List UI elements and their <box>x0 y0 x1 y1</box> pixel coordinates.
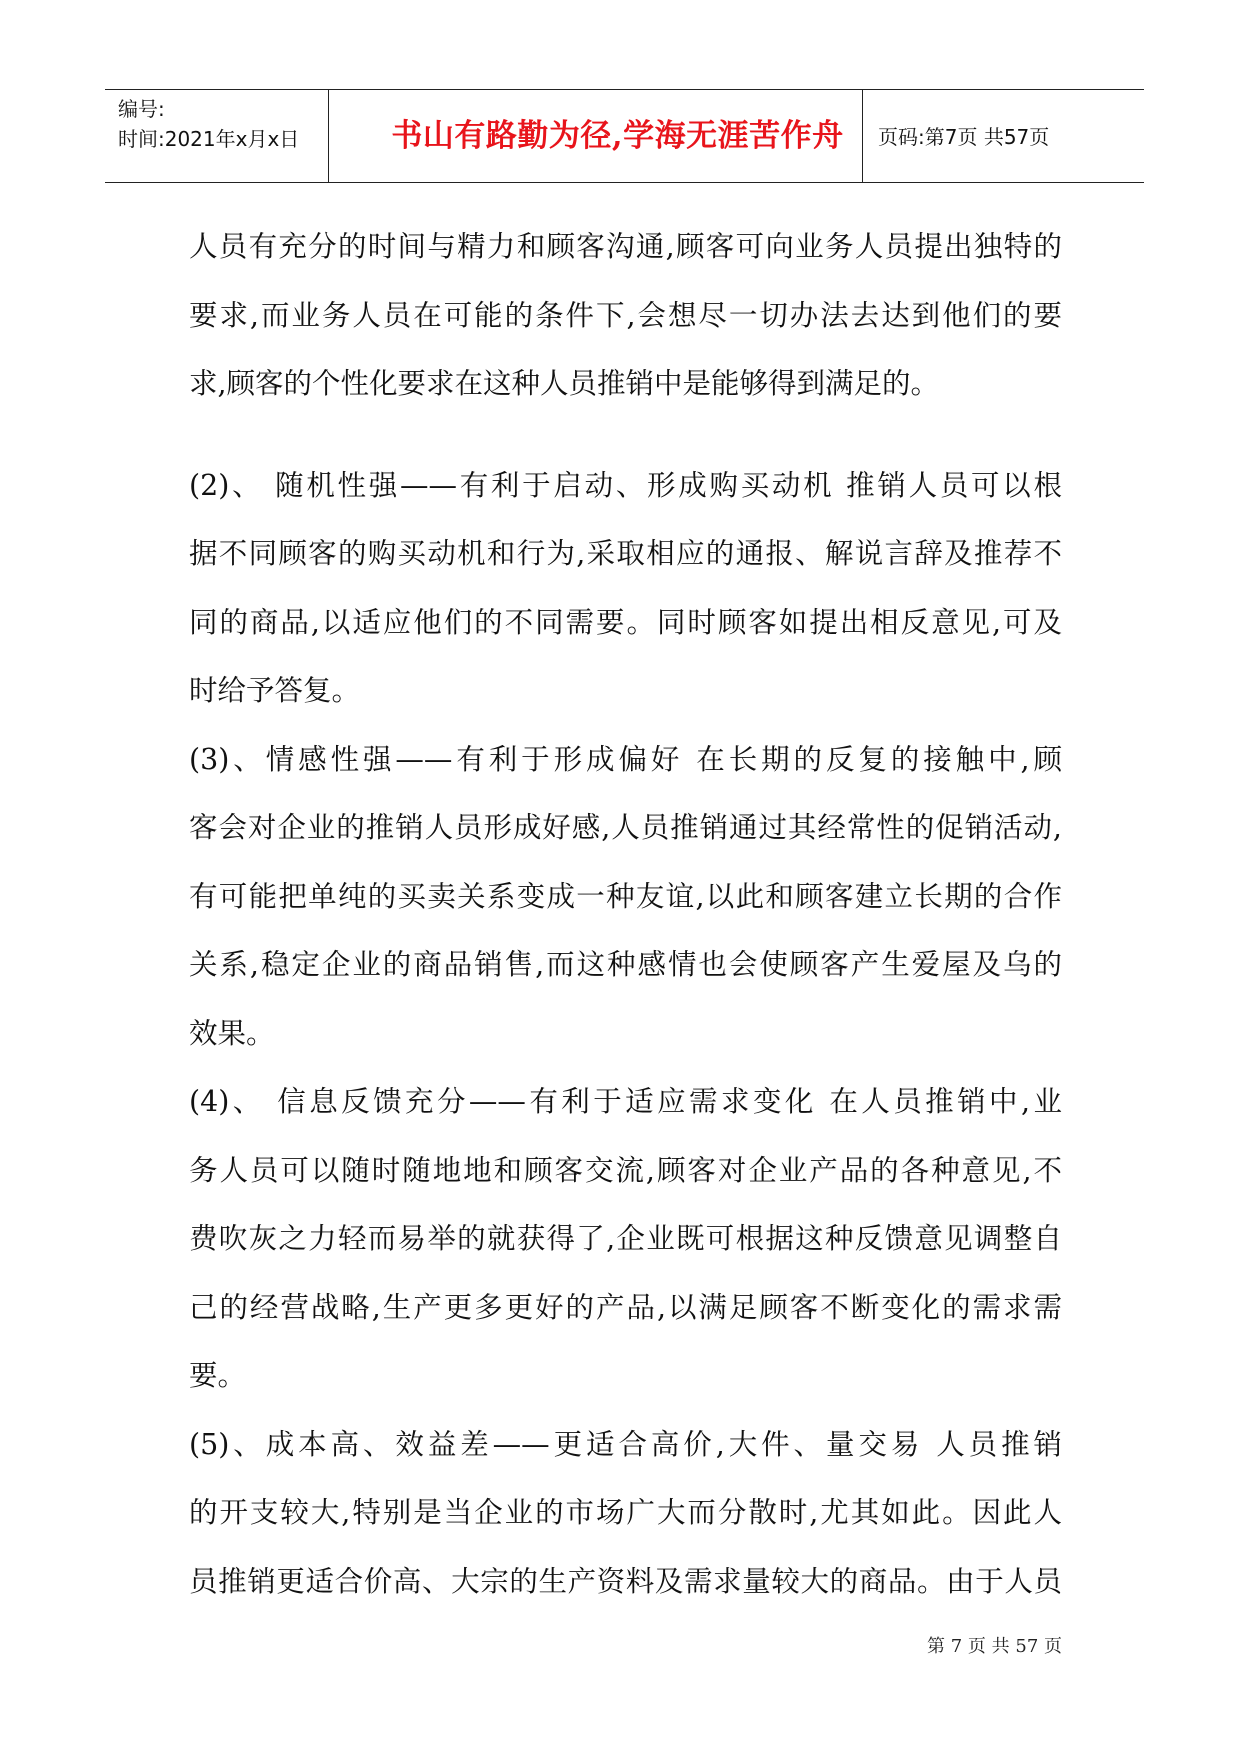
paragraph-2 <box>189 452 1062 726</box>
text-line: 要。 <box>189 1359 247 1392</box>
text-line: (4)、 信息反馈充分——有利于适应需求变化 在人员推销中,业 <box>189 1085 1062 1118</box>
text-line: 人员有充分的时间与精力和顾客沟通,顾客可向业务人员提出独特的 <box>189 230 1062 263</box>
text-line: 的开支较大,特别是当企业的市场广大而分散时,尤其如此。因此人 <box>189 1496 1062 1529</box>
text-line: 员推销更适合价高、大宗的生产资料及需求量较大的商品。由于人员 <box>189 1564 1062 1598</box>
text-line: 据不同顾客的购买动机和行为,采取相应的通报、解说言辞及推荐不 <box>189 537 1062 570</box>
paragraph-gap <box>189 419 1062 452</box>
text-line: (2)、 随机性强——有利于启动、形成购买动机 推销人员可以根 <box>189 468 1062 502</box>
text-line: 效果。 <box>189 1016 275 1050</box>
document-header <box>105 89 1144 183</box>
text-line: (5)、成本高、效益差——更适合高价,大件、量交易 人员推销 <box>189 1427 1062 1461</box>
text-line: (3)、情感性强——有利于形成偏好 在长期的反复的接触中,顾 <box>189 742 1062 776</box>
text-line: 关系,稳定企业的商品销售,而这种感情也会使顾客产生爱屋及乌的 <box>189 948 1062 981</box>
text-line: 费吹灰之力轻而易举的就获得了,企业既可根据这种反馈意见调整自 <box>189 1222 1062 1255</box>
text-line: 同的商品,以适应他们的不同需要。同时顾客如提出相反意见,可及 <box>189 605 1062 639</box>
header-meta <box>118 94 299 154</box>
paragraph-5 <box>189 1411 1062 1617</box>
text-line: 务人员可以随时随地地和顾客交流,顾客对企业产品的各种意见,不 <box>189 1153 1062 1187</box>
document-time-label: 时间:2021年x月x日 <box>118 127 300 151</box>
text-line: 有可能把单纯的买卖关系变成一种友谊,以此和顾客建立长期的合作 <box>189 879 1062 913</box>
document-number-label: 编号: <box>118 97 165 121</box>
paragraph-3 <box>189 726 1062 1069</box>
text-line: 要求,而业务人员在可能的条件下,会想尽一切办法去达到他们的要 <box>189 298 1062 332</box>
header-page-info: 页码:第7页 共57页 <box>878 125 1050 149</box>
text-line: 客会对企业的推销人员形成好感,人员推销通过其经常性的促销活动, <box>189 811 1062 844</box>
text-line: 求,顾客的个性化要求在这种人员推销中是能够得到满足的。 <box>189 367 940 400</box>
document-body <box>189 213 1062 1616</box>
page-footer: 第 7 页 共 57 页 <box>927 1636 1062 1657</box>
text-line: 己的经营战略,生产更多更好的产品,以满足顾客不断变化的需求需 <box>189 1290 1062 1324</box>
header-divider-left <box>328 90 329 182</box>
header-motto: 书山有路勤为径,学海无涯苦作舟 <box>391 118 844 154</box>
paragraph-4 <box>189 1068 1062 1411</box>
text-line: 时给予答复。 <box>189 674 361 707</box>
paragraph-1 <box>189 213 1062 419</box>
